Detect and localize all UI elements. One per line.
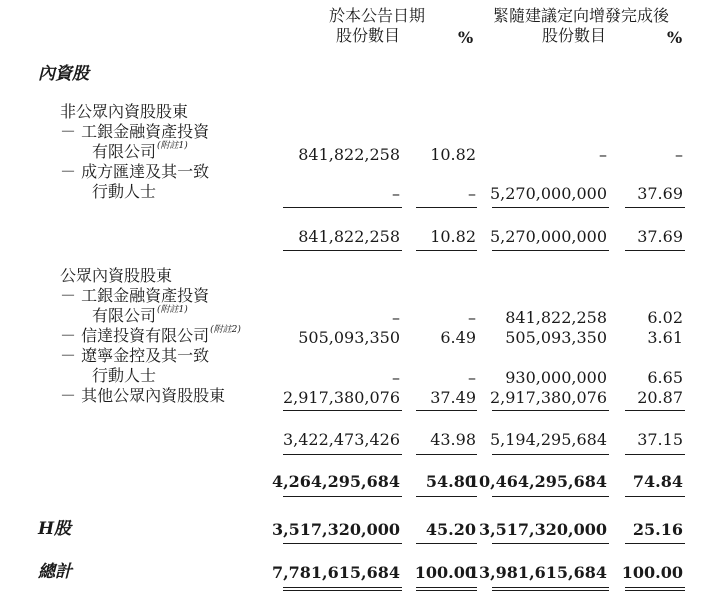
rule bbox=[283, 590, 402, 591]
h-total-shares-after: 3,517,320,000 bbox=[478, 520, 607, 539]
np-subtotal-pct-after: 37.69 bbox=[637, 227, 683, 246]
non-public-heading: 非公眾內資股股東 bbox=[60, 102, 189, 121]
domestic-total-shares-after: 10,464,295,684 bbox=[467, 472, 607, 491]
p-subtotal-pct-now: 43.98 bbox=[430, 430, 476, 449]
p-cinda-shares-now: 505,093,350 bbox=[298, 328, 400, 347]
h-total-pct-now: 45.20 bbox=[425, 520, 476, 539]
p-others-pct-after: 20.87 bbox=[637, 388, 683, 407]
header-col1-line2: 股份數目 bbox=[336, 26, 401, 45]
p-subtotal-shares-now: 3,422,473,426 bbox=[282, 430, 400, 449]
p-others-label: － 其他公眾內資股股東 bbox=[60, 386, 226, 405]
rule bbox=[283, 410, 402, 411]
p-icbc-pct-after: 6.02 bbox=[647, 308, 683, 327]
np-icbc-note: (附註1) bbox=[157, 141, 188, 151]
p-icbc-note: (附註1) bbox=[157, 305, 188, 315]
np-icbc-pct-now: 10.82 bbox=[430, 145, 476, 164]
h-total-pct-after: 25.16 bbox=[632, 520, 683, 539]
header-col3-line1: 緊隨建議定向增發完成後 bbox=[493, 6, 670, 25]
rule bbox=[416, 207, 477, 208]
p-others-shares-now: 2,917,380,076 bbox=[282, 388, 400, 407]
section-total: 總計 bbox=[38, 562, 72, 582]
rule bbox=[492, 587, 609, 588]
grand-total-shares-after: 13,981,615,684 bbox=[467, 563, 607, 582]
rule bbox=[492, 543, 609, 544]
rule bbox=[625, 250, 685, 251]
rule bbox=[492, 590, 609, 591]
rule bbox=[416, 410, 477, 411]
p-icbc-shares-after: 841,822,258 bbox=[505, 308, 607, 327]
np-subtotal-shares-after: 5,270,000,000 bbox=[489, 227, 607, 246]
rule bbox=[283, 587, 402, 588]
np-chengfang-shares-after: 5,270,000,000 bbox=[489, 184, 607, 203]
public-heading: 公眾內資股股東 bbox=[60, 266, 173, 285]
p-cinda-shares-after: 505,093,350 bbox=[505, 328, 607, 347]
grand-total-shares-now: 7,781,615,684 bbox=[271, 563, 400, 582]
rule bbox=[283, 496, 402, 497]
rule bbox=[416, 587, 477, 588]
rule bbox=[625, 454, 685, 455]
rule bbox=[416, 543, 477, 544]
rule bbox=[492, 454, 609, 455]
rule bbox=[283, 207, 402, 208]
np-icbc-pct-after: – bbox=[675, 145, 683, 164]
np-chengfang-pct-after: 37.69 bbox=[637, 184, 683, 203]
h-total-shares-now: 3,517,320,000 bbox=[271, 520, 400, 539]
rule bbox=[416, 496, 477, 497]
np-chengfang-label: － 成方匯達及其一致 bbox=[60, 162, 210, 181]
section-domestic-shares: 內資股 bbox=[38, 64, 89, 84]
p-cinda-label: － 信達投資有限公司$^{(附註2)}$ bbox=[60, 325, 241, 345]
rule bbox=[625, 496, 685, 497]
rule bbox=[283, 543, 402, 544]
p-others-pct-now: 37.49 bbox=[430, 388, 476, 407]
p-icbc-label: － 工銀金融資產投資 bbox=[60, 286, 210, 305]
header-col4-pct: % bbox=[667, 28, 683, 47]
np-chengfang-label-2: 行動人士 bbox=[92, 182, 157, 201]
grand-total-pct-now: 100.00 bbox=[414, 563, 476, 582]
p-liaoning-pct-after: 6.65 bbox=[647, 368, 683, 387]
p-liaoning-label-2: 行動人士 bbox=[92, 366, 157, 385]
np-icbc-shares-now: 841,822,258 bbox=[298, 145, 400, 164]
rule bbox=[492, 496, 609, 497]
rule bbox=[416, 250, 477, 251]
rule bbox=[492, 410, 609, 411]
domestic-total-pct-after: 74.84 bbox=[632, 472, 683, 491]
np-chengfang-pct-now: – bbox=[468, 184, 476, 203]
p-cinda-note: (附註2) bbox=[210, 325, 241, 335]
p-liaoning-pct-now: – bbox=[468, 368, 476, 387]
p-subtotal-shares-after: 5,194,295,684 bbox=[489, 430, 607, 449]
rule bbox=[492, 207, 609, 208]
p-icbc-pct-now: – bbox=[468, 308, 476, 327]
header-col1-line1: 於本公告日期 bbox=[329, 6, 426, 25]
p-subtotal-pct-after: 37.15 bbox=[637, 430, 683, 449]
rule bbox=[492, 250, 609, 251]
p-icbc-shares-now: – bbox=[392, 308, 400, 327]
np-subtotal-pct-now: 10.82 bbox=[430, 227, 476, 246]
header-col3-line2: 股份數目 bbox=[542, 26, 607, 45]
rule bbox=[625, 410, 685, 411]
rule bbox=[283, 250, 402, 251]
rule bbox=[283, 454, 402, 455]
p-liaoning-label: － 遼寧金控及其一致 bbox=[60, 346, 210, 365]
p-liaoning-shares-after: 930,000,000 bbox=[505, 368, 607, 387]
rule bbox=[625, 587, 685, 588]
np-icbc-label-2: 有限公司$^{(附註1)}$ bbox=[92, 141, 188, 161]
p-icbc-label-2: 有限公司$^{(附註1)}$ bbox=[92, 305, 188, 325]
rule bbox=[416, 590, 477, 591]
section-h-shares: H股 bbox=[38, 519, 72, 539]
p-cinda-pct-now: 6.49 bbox=[440, 328, 476, 347]
header-col2-pct: % bbox=[458, 28, 474, 47]
rule bbox=[625, 590, 685, 591]
rule bbox=[625, 543, 685, 544]
domestic-total-shares-now: 4,264,295,684 bbox=[271, 472, 400, 491]
grand-total-pct-after: 100.00 bbox=[621, 563, 683, 582]
np-icbc-shares-after: – bbox=[599, 145, 607, 164]
p-others-shares-after: 2,917,380,076 bbox=[489, 388, 607, 407]
rule bbox=[416, 454, 477, 455]
p-liaoning-shares-now: – bbox=[392, 368, 400, 387]
domestic-total-pct-now: 54.80 bbox=[425, 472, 476, 491]
np-chengfang-shares-now: – bbox=[392, 184, 400, 203]
np-icbc-label: － 工銀金融資產投資 bbox=[60, 122, 210, 141]
rule bbox=[625, 207, 685, 208]
np-subtotal-shares-now: 841,822,258 bbox=[298, 227, 400, 246]
p-cinda-pct-after: 3.61 bbox=[647, 328, 683, 347]
